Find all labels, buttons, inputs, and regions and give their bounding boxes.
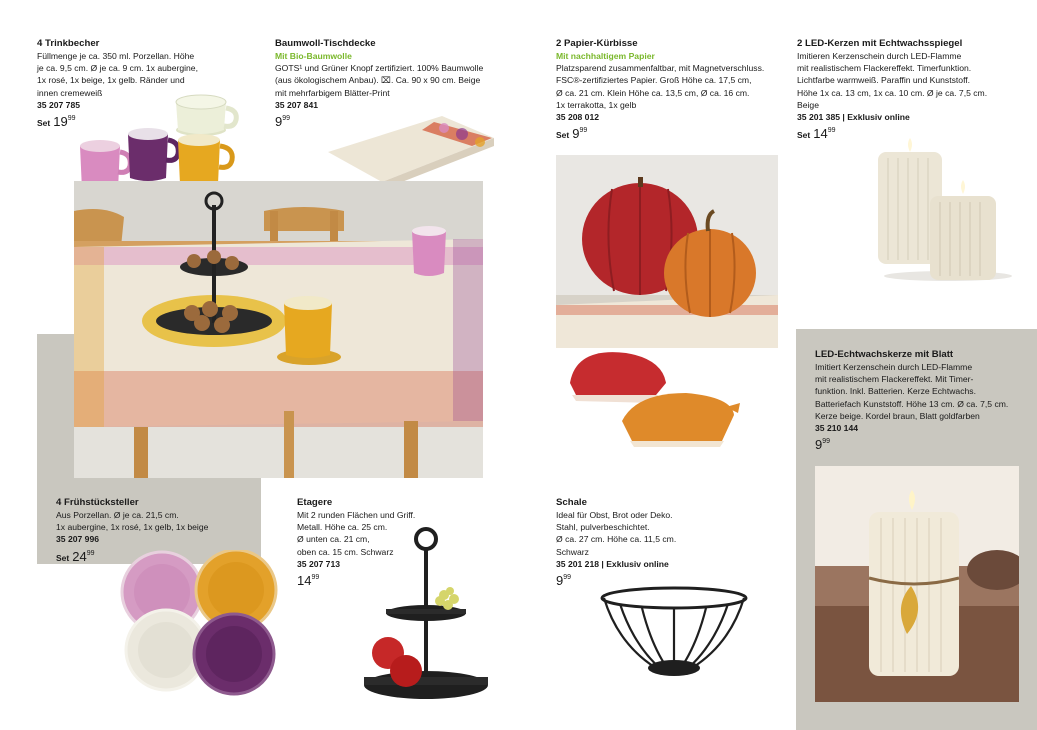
price-cent: 99	[67, 115, 76, 123]
article-number: 35 207 785	[37, 99, 81, 110]
price-int: 9	[815, 437, 823, 453]
article-number: 35 207 996	[56, 534, 100, 545]
product-desc-line: Lichtfarbe warmweiß. Paraffin und Kunststoff.	[797, 75, 971, 86]
product-desc-line: GOTS¹ und Grüner Knopf zertifiziert. 100% Baumwolle	[275, 63, 484, 74]
product-desc-line: 1x terrakotta, 1x gelb	[556, 99, 637, 110]
product-title: Baumwoll-Tischdecke	[275, 38, 376, 49]
price-cent: 99	[282, 115, 291, 123]
article-number: 35 210 144	[815, 423, 859, 434]
price-int: 9	[275, 114, 283, 130]
product-title: Etagere	[297, 497, 333, 508]
article-number: 35 201 385 | Exklusiv online	[797, 112, 910, 123]
product-desc-line: funktion. Inkl. Batterien. Kerze Echtwachs.	[815, 386, 976, 397]
product-desc-line: Ø unten ca. 21 cm,	[297, 534, 370, 545]
price	[815, 436, 1008, 452]
folded-pumpkins-image	[566, 343, 746, 449]
product-desc-line: Imitieren Kerzenschein durch LED-Flamme	[797, 51, 962, 61]
price-prefix: Set	[797, 130, 811, 141]
table-scene-photo	[74, 181, 483, 478]
product-desc-line: (aus ökologischem Anbau). ⌧. Ca. 90 x 90 cm. Beige	[275, 75, 481, 86]
product-subtitle: Mit nachhaltigem Papier	[556, 51, 655, 61]
product-desc-line: Ideal für Obst, Brot oder Deko.	[556, 510, 673, 520]
product-title: 2 LED-Kerzen mit Echtwachsspiegel	[797, 38, 963, 49]
price-cent: 99	[822, 438, 831, 446]
product-desc-line: mit mehrfarbigem Blätter-Print	[275, 87, 390, 98]
price-prefix: Set	[556, 130, 570, 141]
product-desc-line: oben ca. 15 cm. Schwarz	[297, 546, 394, 557]
product-desc-line: Batteriefach Kunststoff. Höhe 13 cm. Ø ca. 7,5 cm.	[815, 398, 1009, 409]
led-blatt-photo	[815, 466, 1019, 702]
product-desc-line: Mit 2 runden Flächen und Griff.	[297, 510, 416, 520]
product-desc-line: innen cremeweiß	[37, 87, 103, 98]
price-cent: 99	[563, 574, 572, 582]
mug-yellow-icon	[178, 134, 232, 187]
article-number: 35 207 713	[297, 558, 341, 569]
tablecloth-image	[322, 112, 500, 190]
mug-cream-icon	[176, 95, 236, 136]
product-title: Schale	[556, 497, 587, 508]
wire-bowl-image	[598, 584, 750, 680]
product-desc-line: Beige	[797, 99, 819, 110]
candle-blatt-icon	[869, 490, 959, 676]
product-desc-line: Ø ca. 21 cm. Klein Höhe ca. 13,5 cm, Ø ca. 16 cm.	[556, 87, 750, 98]
product-title: 2 Papier-Kürbisse	[556, 38, 638, 49]
product-title: 4 Trinkbecher	[37, 38, 100, 49]
product-led-kerzen	[797, 37, 987, 141]
product-desc-line: 1x aubergine, 1x rosé, 1x gelb, 1x beige	[56, 522, 209, 533]
price-int: 14	[297, 573, 312, 589]
apple-icon	[390, 655, 422, 687]
product-desc-line: Imitiert Kerzenschein durch LED-Flamme	[815, 362, 973, 372]
product-desc-line: Ø ca. 27 cm. Höhe ca. 11,5 cm.	[556, 534, 677, 545]
pumpkins-photo	[556, 155, 778, 348]
price-int: 14	[813, 126, 828, 142]
price-prefix: Set	[37, 118, 51, 129]
product-desc-line: 1x rosé, 1x beige, 1x gelb. Ränder und	[37, 75, 185, 86]
product-desc-line: je ca. 9,5 cm. Ø je ca. 9 cm. 1x aubergine,	[37, 63, 198, 74]
price-cent: 99	[827, 127, 836, 135]
product-desc-line: mit realistischem Flackereffekt. Timerfunktion.	[797, 63, 972, 74]
led-candles-image	[868, 134, 1014, 282]
price-cent: 99	[579, 127, 588, 135]
plates-image	[118, 550, 282, 698]
price-cent: 99	[311, 574, 320, 582]
product-desc-line: Füllmenge je ca. 350 ml. Porzellan. Höhe	[37, 51, 195, 61]
product-desc-line: mit realistischem Flackereffekt. Mit Timer-	[815, 374, 974, 385]
etagere-image	[360, 525, 492, 711]
price-int: 19	[53, 114, 68, 130]
product-led-blatt	[815, 348, 1008, 452]
price-cent: 99	[86, 549, 95, 557]
product-title: 4 Frühstücksteller	[56, 497, 139, 508]
product-schale	[556, 496, 676, 588]
product-desc-line: Stahl, pulverbeschichtet.	[556, 522, 650, 533]
product-desc-line: FSC®-zertifiziertes Papier. Groß Höhe ca. 17,5 cm,	[556, 75, 752, 86]
product-kuerbisse	[556, 37, 764, 141]
price-prefix: Set	[56, 552, 70, 563]
product-desc-line: Kerze beige. Kordel braun, Blatt goldfarben	[815, 410, 980, 421]
product-title: LED-Echtwachskerze mit Blatt	[815, 349, 954, 360]
price-int: 9	[556, 573, 564, 589]
product-desc-line: Schwarz	[556, 546, 589, 557]
article-number: 35 207 841	[275, 99, 319, 110]
product-desc-line: Metall. Höhe ca. 25 cm.	[297, 522, 388, 533]
product-desc-line: Platzsparend zusammenfaltbar, mit Magnetverschluss.	[556, 63, 765, 74]
article-number: 35 201 218 | Exklusiv online	[556, 558, 669, 569]
price-int: 24	[72, 548, 87, 564]
product-desc-line: Höhe 1x ca. 13 cm, 1x ca. 10 cm. Ø je ca. 7,5 cm.	[797, 87, 988, 98]
mug-aubergine-icon	[128, 128, 178, 181]
article-number: 35 208 012	[556, 112, 600, 123]
product-desc-line: Aus Porzellan. Ø je ca. 21,5 cm.	[56, 510, 179, 520]
price	[556, 125, 764, 141]
product-subtitle: Mit Bio-Baumwolle	[275, 51, 352, 61]
price-int: 9	[572, 126, 580, 142]
